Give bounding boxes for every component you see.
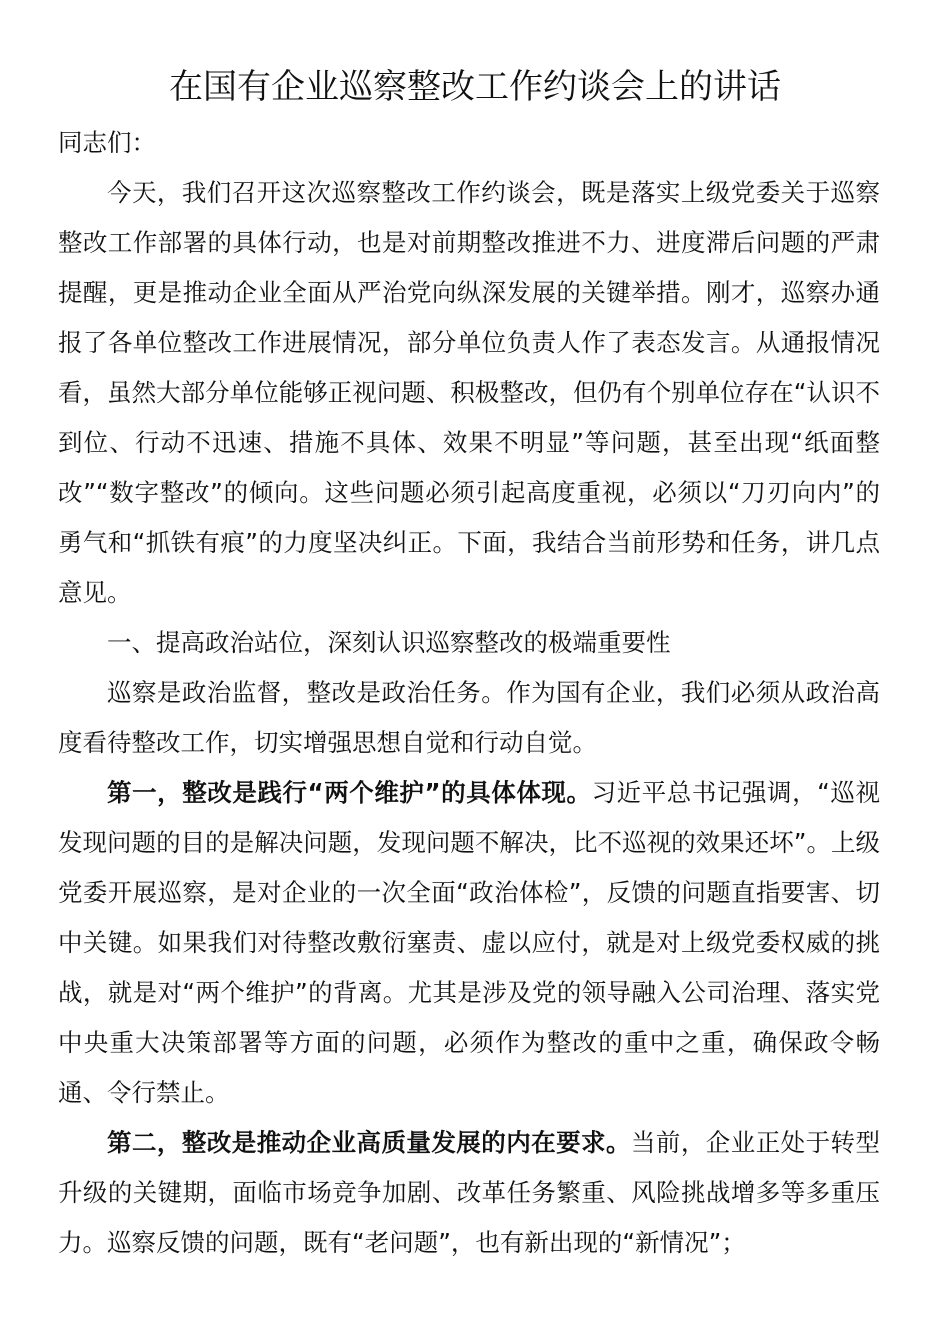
salutation: 同志们： [58, 128, 156, 157]
document-title: 在国有企业巡察整改工作约谈会上的讲话 [169, 67, 781, 107]
point-1-body: 习近平总书记强调，“巡视发现问题的目的是解决问题，发现问题不解决，比不巡视的效果还坏”。上级党委开展巡察，是对企业的一次全面“政治体检”，反馈的问题直指要害、切中关键。如果我们对待整改敷衍塞责、虚以应付，就是对上级党委权威的挑战，就是对“两个维护”的背离。尤其是涉及党的领导融入公司治理、落实党中央重大决策部署等方面的问题，必须作为整改的重中之重，确保政令畅通、令行禁止。 [58, 778, 880, 1107]
point-1-lead: 第一，整改是践行“两个维护”的具体体现。 [107, 778, 592, 807]
paragraph-section1-intro: 巡察是政治监督，整改是政治任务。作为国有企业，我们必须从政治高度看待整改工作，切实增强思想自觉和行动自觉。 [58, 678, 880, 757]
document-body [58, 118, 880, 1268]
paragraph-point-1 [58, 768, 880, 1118]
point-2-body: 当前，企业正处于转型升级的关键期，面临市场竞争加剧、改革任务繁重、风险挑战增多等多重压力。巡察反馈的问题，既有“老问题”，也有新出现的“新情况”； [58, 1128, 881, 1257]
paragraph-intro: 今天，我们召开这次巡察整改工作约谈会，既是落实上级党委关于巡察整改工作部署的具体行动，也是对前期整改推进不力、进度滞后问题的严肃提醒，更是推动企业全面从严治党向纵深发展的关键举措。刚才，巡察办通报了各单位整改工作进展情况，部分单位负责人作了表态发言。从通报情况看，虽然大部分单位能够正视问题、积极整改，但仍有个别单位存在“认识不到位、行动不迅速、措施不具体、效果不明显”等问题，甚至出现“纸面整改”“数字整改”的倾向。这些问题必须引起高度重视，必须以“刀刃向内”的勇气和“抓铁有痕”的力度坚决纠正。下面，我结合当前形势和任务，讲几点意见。 [58, 178, 880, 607]
paragraph-point-2 [58, 1118, 880, 1268]
point-2-lead: 第二，整改是推动企业高质量发展的内在要求。 [107, 1128, 631, 1157]
section-heading-1: 一、提高政治站位，深刻认识巡察整改的极端重要性 [107, 628, 671, 657]
